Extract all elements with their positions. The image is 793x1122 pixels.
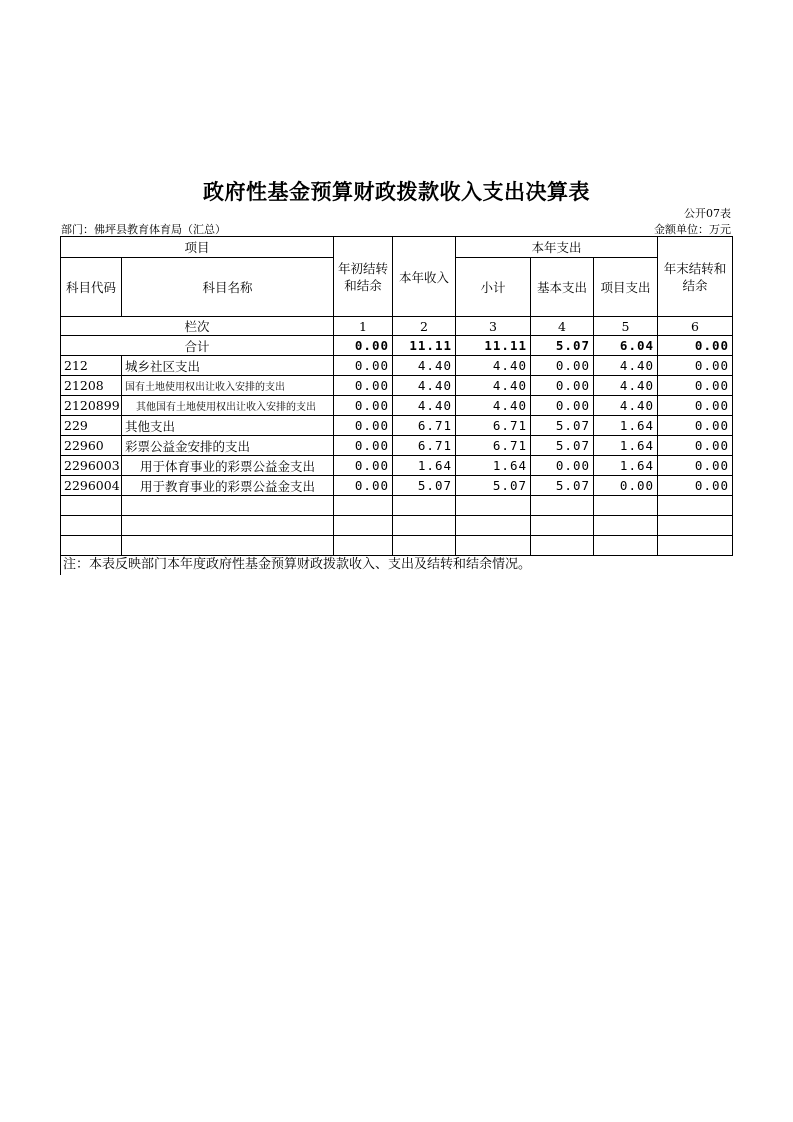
table-row <box>61 476 733 496</box>
row-value: 4.40 <box>594 376 658 396</box>
row-value: 4.40 <box>456 356 531 376</box>
row-value: 4.40 <box>393 376 456 396</box>
row-value: 5.07 <box>531 476 594 496</box>
row-value: 0.00 <box>531 456 594 476</box>
empty-row <box>61 516 733 536</box>
row-value: 0.00 <box>531 356 594 376</box>
row-value: 1.64 <box>594 456 658 476</box>
row-value: 5.07 <box>531 436 594 456</box>
row-value: 0.00 <box>658 376 733 396</box>
header-income: 本年收入 <box>393 237 456 317</box>
empty-row <box>61 496 733 516</box>
row-value: 5.07 <box>531 416 594 436</box>
table-row <box>61 376 733 396</box>
row-name: 城乡社区支出 <box>122 356 334 376</box>
column-index: 2 <box>393 317 456 336</box>
column-index: 1 <box>334 317 393 336</box>
amount-unit-label: 金额单位：万元 <box>654 223 731 236</box>
row-value: 0.00 <box>334 396 393 416</box>
row-value: 1.64 <box>393 456 456 476</box>
row-value: 6.71 <box>456 436 531 456</box>
row-value: 0.00 <box>334 376 393 396</box>
form-number: 公开07表 <box>684 207 731 220</box>
table-row <box>61 396 733 416</box>
header-item: 项目 <box>61 237 334 258</box>
header-subtotal: 小计 <box>456 258 531 317</box>
fund-table <box>60 236 733 556</box>
table-row <box>61 356 733 376</box>
row-value: 1.64 <box>456 456 531 476</box>
column-index: 4 <box>531 317 594 336</box>
header-carry-begin: 年初结转和结余 <box>334 237 393 317</box>
row-name: 彩票公益金安排的支出 <box>122 436 334 456</box>
row-code: 2120899 <box>61 396 122 416</box>
column-index: 5 <box>594 317 658 336</box>
row-value: 0.00 <box>531 396 594 416</box>
total-value: 6.04 <box>594 336 658 356</box>
table-row <box>61 436 733 456</box>
total-value: 5.07 <box>531 336 594 356</box>
row-name: 用于体育事业的彩票公益金支出 <box>122 456 334 476</box>
total-value: 0.00 <box>658 336 733 356</box>
row-value: 5.07 <box>456 476 531 496</box>
row-value: 6.71 <box>456 416 531 436</box>
row-code: 21208 <box>61 376 122 396</box>
row-value: 0.00 <box>658 356 733 376</box>
column-index: 3 <box>456 317 531 336</box>
column-index: 6 <box>658 317 733 336</box>
row-code: 212 <box>61 356 122 376</box>
header-carry-end: 年末结转和结余 <box>658 237 733 317</box>
total-label: 合计 <box>61 336 334 356</box>
row-value: 0.00 <box>658 436 733 456</box>
row-name: 用于教育事业的彩票公益金支出 <box>122 476 334 496</box>
row-code: 229 <box>61 416 122 436</box>
empty-row <box>61 536 733 556</box>
row-name: 其他支出 <box>122 416 334 436</box>
total-value: 11.11 <box>393 336 456 356</box>
total-value: 11.11 <box>456 336 531 356</box>
row-name: 其他国有土地使用权出让收入安排的支出 <box>122 396 334 416</box>
header-name: 科目名称 <box>122 258 334 317</box>
total-row <box>61 336 733 356</box>
row-code: 2296004 <box>61 476 122 496</box>
header-expense-group: 本年支出 <box>456 237 658 258</box>
row-value: 6.71 <box>393 436 456 456</box>
row-value: 4.40 <box>594 356 658 376</box>
row-value: 6.71 <box>393 416 456 436</box>
row-value: 4.40 <box>393 356 456 376</box>
row-value: 0.00 <box>658 476 733 496</box>
table-row <box>61 456 733 476</box>
row-value: 4.40 <box>594 396 658 416</box>
column-index-label: 栏次 <box>61 317 334 336</box>
department-label: 部门：佛坪县教育体育局（汇总） <box>61 223 226 236</box>
row-code: 22960 <box>61 436 122 456</box>
header-basic: 基本支出 <box>531 258 594 317</box>
row-value: 4.40 <box>456 376 531 396</box>
header-code: 科目代码 <box>61 258 122 317</box>
row-value: 0.00 <box>658 396 733 416</box>
row-name: 国有土地使用权出让收入安排的支出 <box>122 376 334 396</box>
row-value: 0.00 <box>334 436 393 456</box>
row-value: 0.00 <box>658 416 733 436</box>
table-row <box>61 416 733 436</box>
row-value: 1.64 <box>594 416 658 436</box>
row-value: 1.64 <box>594 436 658 456</box>
row-value: 0.00 <box>531 376 594 396</box>
row-value: 4.40 <box>393 396 456 416</box>
total-value: 0.00 <box>334 336 393 356</box>
page-title: 政府性基金预算财政拨款收入支出决算表 <box>203 179 590 204</box>
row-value: 0.00 <box>334 356 393 376</box>
row-value: 0.00 <box>594 476 658 496</box>
row-code: 2296003 <box>61 456 122 476</box>
row-value: 0.00 <box>334 416 393 436</box>
header-project: 项目支出 <box>594 258 658 317</box>
table-note: 注：本表反映部门本年度政府性基金预算财政拨款收入、支出及结转和结余情况。 <box>60 555 732 575</box>
row-value: 0.00 <box>334 476 393 496</box>
row-value: 0.00 <box>658 456 733 476</box>
row-value: 5.07 <box>393 476 456 496</box>
row-value: 4.40 <box>456 396 531 416</box>
row-value: 0.00 <box>334 456 393 476</box>
